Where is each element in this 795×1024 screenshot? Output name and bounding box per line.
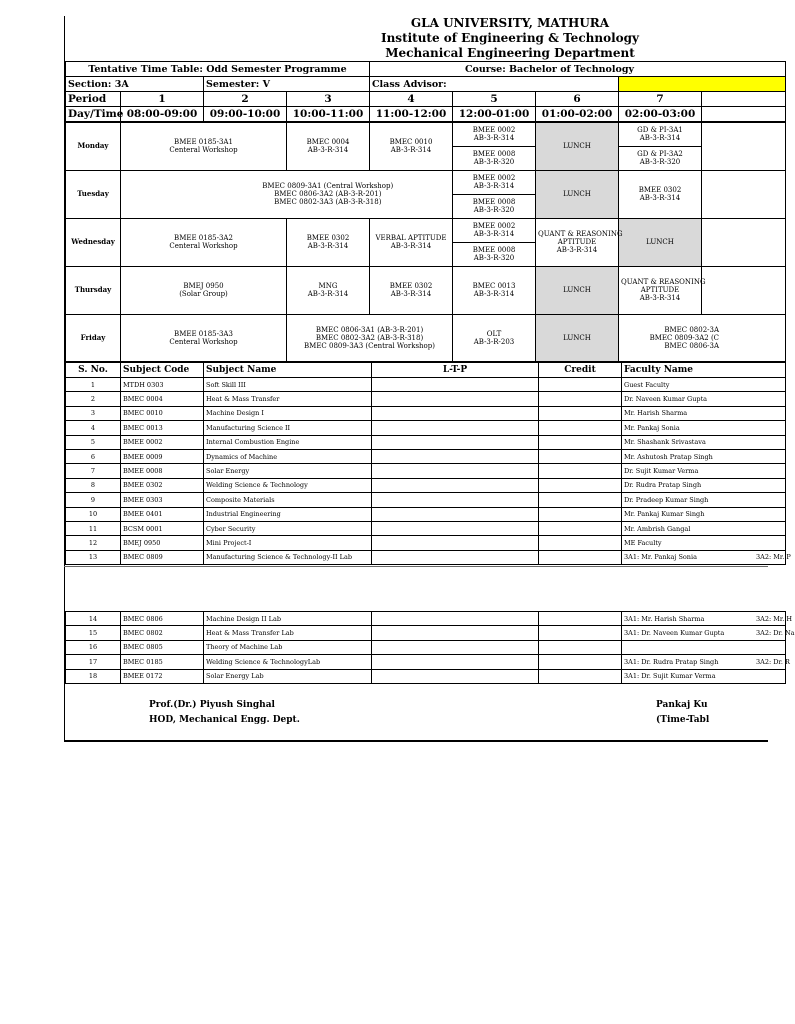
tentative-title: Tentative Time Table: Odd Semester Programme — [66, 62, 370, 77]
credit-value — [539, 612, 622, 626]
subject-name: Welding Science & TechnologyLab — [204, 655, 372, 669]
subject-name: Machine Design II Lab — [204, 612, 372, 626]
ltp-value — [372, 421, 539, 435]
table-row — [66, 464, 786, 478]
ltp-value — [372, 655, 539, 669]
wednesday-lunch: LUNCH — [619, 218, 702, 266]
credit-value — [539, 421, 622, 435]
thursday-lunch: LUNCH — [536, 266, 619, 314]
faculty-name: 3A1: Dr. Naveen Kumar Gupta 3A2: Dr. Na — [622, 626, 786, 640]
class-advisor-label: Class Advisor: — [370, 77, 619, 92]
ltp-value — [372, 493, 539, 507]
col-ltp: L-T-P — [372, 362, 539, 378]
table-row — [66, 478, 786, 492]
university-name: GLA UNIVERSITY, MATHURA — [410, 16, 610, 30]
subject-code: BMEE 0008 — [121, 464, 204, 478]
ltp-value — [372, 536, 539, 550]
subject-name: Heat & Mass Transfer — [204, 392, 372, 406]
faculty-name: Mr. Shashank Srivastava — [622, 435, 786, 449]
subject-name: Solar Energy — [204, 464, 372, 478]
course-label: Course: Bachelor of Technology — [370, 62, 786, 77]
serial-number: 7 — [66, 464, 121, 478]
class-advisor-value — [619, 77, 786, 92]
subject-code: BMEC 0802 — [121, 626, 204, 640]
subject-name: Theory of Machine Lab — [204, 640, 372, 654]
ltp-value — [372, 640, 539, 654]
friday-p1-2: BMEE 0185-3A3 Centeral Workshop — [121, 314, 287, 362]
subject-name: Cyber Security — [204, 521, 372, 535]
table-row — [66, 421, 786, 435]
subject-name: Manufacturing Science II — [204, 421, 372, 435]
faculty-name: Mr. Harish Sharma — [622, 406, 786, 420]
period-time: 11:00-12:00 — [370, 107, 453, 123]
ltp-value — [372, 449, 539, 463]
period-time: 01:00-02:00 — [536, 107, 619, 123]
hod-signature — [149, 698, 300, 728]
serial-number: 16 — [66, 640, 121, 654]
subject-code: BMEJ 0950 — [121, 536, 204, 550]
semester-label: Semester: V — [204, 77, 370, 92]
period-label: Period — [66, 92, 121, 107]
table-row — [66, 406, 786, 420]
hod-title: HOD, Mechanical Engg. Dept. — [149, 715, 300, 725]
faculty-name: Dr. Rudra Pratap Singh — [622, 478, 786, 492]
thursday-p3: MNG AB-3-R-314 — [287, 266, 370, 314]
ltp-value — [372, 669, 539, 683]
faculty-name: Guest Faculty — [622, 378, 786, 392]
col-subject-name: Subject Name — [204, 362, 372, 378]
thursday-p5: BMEC 0013 AB-3-R-314 — [453, 266, 536, 314]
table-row — [66, 493, 786, 507]
credit-value — [539, 392, 622, 406]
table-row — [66, 392, 786, 406]
table-bottom-rule — [64, 566, 768, 567]
day-friday: Friday — [66, 314, 121, 362]
serial-number: 5 — [66, 435, 121, 449]
serial-number: 17 — [66, 655, 121, 669]
monday-p5a: BMEE 0002 AB-3-R-314 — [453, 122, 536, 146]
credit-value — [539, 435, 622, 449]
table-row — [66, 612, 786, 626]
friday-p5: OLT AB-3-R-203 — [453, 314, 536, 362]
ltp-value — [372, 612, 539, 626]
credit-value — [539, 626, 622, 640]
table-row — [66, 640, 786, 654]
serial-number: 10 — [66, 507, 121, 521]
subject-code: BMEC 0185 — [121, 655, 204, 669]
period-time: 02:00-03:00 — [619, 107, 702, 123]
serial-number: 18 — [66, 669, 121, 683]
serial-number: 15 — [66, 626, 121, 640]
ltp-value — [372, 464, 539, 478]
wednesday-p5b: BMEE 0008 AB-3-R-320 — [453, 242, 536, 266]
credit-value — [539, 449, 622, 463]
faculty-name: 3A1: Dr. Rudra Pratap Singh 3A2: Dr. R — [622, 655, 786, 669]
monday-p7a: GD & PI-3A1 AB-3-R-314 — [619, 122, 702, 146]
serial-number: 6 — [66, 449, 121, 463]
lab-table — [65, 611, 795, 684]
faculty-name: Mr. Pankaj Kumar Singh — [622, 507, 786, 521]
period-time: 10:00-11:00 — [287, 107, 370, 123]
period-number: 4 — [370, 92, 453, 107]
faculty-name: 3A1: Mr. Pankaj Sonia 3A2: Mr. P — [622, 550, 786, 564]
serial-number: 9 — [66, 493, 121, 507]
section-label: Section: 3A — [66, 77, 204, 92]
serial-number: 2 — [66, 392, 121, 406]
table-row — [66, 521, 786, 535]
timetable-grid — [65, 61, 786, 363]
faculty-name: Mr. Ambrish Gangal — [622, 521, 786, 535]
ltp-value — [372, 521, 539, 535]
monday-p7b: GD & PI-3A2 AB-3-R-320 — [619, 146, 702, 170]
monday-p4: BMEC 0010 AB-3-R-314 — [370, 122, 453, 170]
subject-name: Machine Design I — [204, 406, 372, 420]
credit-value — [539, 550, 622, 564]
subject-name: Soft Skill III — [204, 378, 372, 392]
day-monday: Monday — [66, 122, 121, 170]
subject-name: Manufacturing Science & Technology-II Lab — [204, 550, 372, 564]
ltp-value — [372, 626, 539, 640]
credit-value — [539, 464, 622, 478]
table-row — [66, 507, 786, 521]
faculty-name: Dr. Sujit Kumar Verma — [622, 464, 786, 478]
credit-value — [539, 378, 622, 392]
table-row — [66, 435, 786, 449]
ltp-value — [372, 435, 539, 449]
table-row — [66, 536, 786, 550]
table-row — [66, 669, 786, 683]
table-row — [66, 378, 786, 392]
department-name: Mechanical Engineering Department — [385, 46, 635, 60]
faculty-name: Dr. Pradeep Kumar Singh — [622, 493, 786, 507]
coordinator-signature — [656, 698, 709, 728]
thursday-p7: QUANT & REASONING APTITUDE AB-3-R-314 — [619, 266, 702, 314]
period-number: 2 — [204, 92, 287, 107]
table-row — [66, 626, 786, 640]
wednesday-p1-2: BMEE 0185-3A2 Centeral Workshop — [121, 218, 287, 266]
day-tuesday: Tuesday — [66, 170, 121, 218]
ltp-value — [372, 406, 539, 420]
tuesday-p5b: BMEE 0008 AB-3-R-320 — [453, 194, 536, 218]
subject-code: BMEC 0806 — [121, 612, 204, 626]
tuesday-p7: BMEE 0302 AB-3-R-314 — [619, 170, 702, 218]
subject-code: BMEE 0002 — [121, 435, 204, 449]
serial-number: 13 — [66, 550, 121, 564]
tuesday-p5a: BMEE 0002 AB-3-R-314 — [453, 170, 536, 194]
table-row — [66, 550, 786, 564]
period-number: 1 — [121, 92, 204, 107]
subject-name: Composite Materials — [204, 493, 372, 507]
subject-name: Welding Science & Technology — [204, 478, 372, 492]
institute-name: Institute of Engineering & Technology — [380, 31, 640, 45]
col-subject-code: Subject Code — [121, 362, 204, 378]
subject-code: BMEE 0302 — [121, 478, 204, 492]
subject-code: BMEC 0809 — [121, 550, 204, 564]
subject-code: BMEE 0401 — [121, 507, 204, 521]
tuesday-lunch: LUNCH — [536, 170, 619, 218]
monday-p1-2: BMEE 0185-3A1 Centeral Workshop — [121, 122, 287, 170]
faculty-name: Dr. Naveen Kumar Gupta — [622, 392, 786, 406]
credit-value — [539, 478, 622, 492]
table-row — [66, 449, 786, 463]
thursday-p1-2: BMEJ 0950 (Solar Group) — [121, 266, 287, 314]
subject-name: Solar Energy Lab — [204, 669, 372, 683]
tuesday-p1-4: BMEC 0809-3A1 (Central Workshop) BMEC 0806-3A2 (AB-3-R-201) BMEC 0802-3A3 (AB-3-R-318) — [204, 170, 453, 218]
col-credit: Credit — [539, 362, 622, 378]
coordinator-name: Pankaj Ku — [656, 700, 708, 710]
faculty-name: 3A1: Dr. Sujit Kumar Verma — [622, 669, 786, 683]
subject-name: Dynamics of Machine — [204, 449, 372, 463]
friday-p7: BMEC 0802-3A BMEC 0809-3A2 (C BMEC 0806-3A — [619, 314, 786, 362]
serial-number: 4 — [66, 421, 121, 435]
col-sno: S. No. — [66, 362, 121, 378]
credit-value — [539, 493, 622, 507]
faculty-name: ME Faculty — [622, 536, 786, 550]
period-time: 08:00-09:00 — [121, 107, 204, 123]
subject-code: BMEC 0010 — [121, 406, 204, 420]
wednesday-p6: QUANT & REASONING APTITUDE AB-3-R-314 — [536, 218, 619, 266]
ltp-value — [372, 392, 539, 406]
credit-value — [539, 669, 622, 683]
period-number: 7 — [619, 92, 702, 107]
ltp-value — [372, 550, 539, 564]
day-thursday: Thursday — [66, 266, 121, 314]
thursday-p4: BMEE 0302 AB-3-R-314 — [370, 266, 453, 314]
subject-code: MTDH 0303 — [121, 378, 204, 392]
credit-value — [539, 521, 622, 535]
credit-value — [539, 655, 622, 669]
serial-number: 8 — [66, 478, 121, 492]
subject-name: Mini Project-I — [204, 536, 372, 550]
serial-number: 3 — [66, 406, 121, 420]
period-time: 12:00-01:00 — [453, 107, 536, 123]
subject-code: BMEE 0172 — [121, 669, 204, 683]
serial-number: 1 — [66, 378, 121, 392]
faculty-name — [622, 640, 786, 654]
faculty-name: Mr. Pankaj Sonia — [622, 421, 786, 435]
faculty-name: Mr. Ashutosh Pratap Singh — [622, 449, 786, 463]
ltp-value — [372, 478, 539, 492]
period-number: 6 — [536, 92, 619, 107]
period-number: 5 — [453, 92, 536, 107]
subject-name: Heat & Mass Transfer Lab — [204, 626, 372, 640]
credit-value — [539, 640, 622, 654]
wednesday-p3: BMEE 0302 AB-3-R-314 — [287, 218, 370, 266]
col-faculty-name: Faculty Name — [622, 362, 786, 378]
sheet-bottom-border — [64, 740, 768, 742]
ltp-value — [372, 507, 539, 521]
period-time: 09:00-10:00 — [204, 107, 287, 123]
subject-code: BMEC 0013 — [121, 421, 204, 435]
coordinator-title: (Time-Tabl — [656, 715, 710, 725]
period-number: 3 — [287, 92, 370, 107]
hod-name: Prof.(Dr.) Piyush Singhal — [149, 700, 275, 710]
monday-p5b: BMEE 0008 AB-3-R-320 — [453, 146, 536, 170]
friday-p3-4: BMEC 0806-3A1 (AB-3-R-201) BMEC 0802-3A2 (AB-3-R-318) BMEC 0809-3A3 (Central Workshop) — [287, 314, 453, 362]
monday-lunch: LUNCH — [536, 122, 619, 170]
subject-name: Internal Combustion Engine — [204, 435, 372, 449]
faculty-name: 3A1: Mr. Harish Sharma 3A2: Mr. H — [622, 612, 786, 626]
serial-number: 12 — [66, 536, 121, 550]
day-wednesday: Wednesday — [66, 218, 121, 266]
wednesday-p5a: BMEE 0002 AB-3-R-314 — [453, 218, 536, 242]
subject-table — [65, 361, 791, 565]
subject-code: BMEC 0004 — [121, 392, 204, 406]
serial-number: 11 — [66, 521, 121, 535]
credit-value — [539, 507, 622, 521]
serial-number: 14 — [66, 612, 121, 626]
friday-lunch: LUNCH — [536, 314, 619, 362]
subject-code: BMEE 0303 — [121, 493, 204, 507]
credit-value — [539, 406, 622, 420]
ltp-value — [372, 378, 539, 392]
subject-code: BMEC 0805 — [121, 640, 204, 654]
wednesday-p4: VERBAL APTITUDE AB-3-R-314 — [370, 218, 453, 266]
subject-code: BCSM 0001 — [121, 521, 204, 535]
subject-name: Industrial Engineering — [204, 507, 372, 521]
monday-p3: BMEC 0004 AB-3-R-314 — [287, 122, 370, 170]
credit-value — [539, 536, 622, 550]
subject-code: BMEE 0009 — [121, 449, 204, 463]
table-row — [66, 655, 786, 669]
daytime-label: Day/Time — [66, 107, 121, 123]
